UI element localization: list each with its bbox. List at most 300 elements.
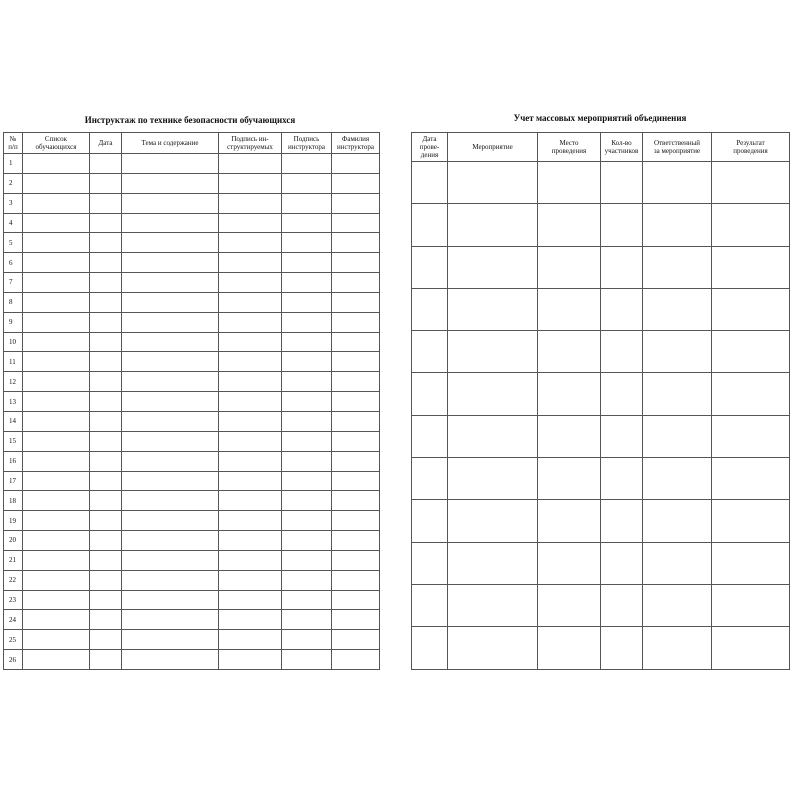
table-cell <box>23 273 90 293</box>
table-cell <box>332 471 380 491</box>
row-number: 20 <box>4 531 23 551</box>
table-cell <box>448 627 538 669</box>
table-row <box>412 542 790 584</box>
table-cell <box>448 204 538 246</box>
row-number: 3 <box>4 193 23 213</box>
table-cell <box>90 531 122 551</box>
table-cell <box>282 332 332 352</box>
table-cell <box>332 610 380 630</box>
row-number: 11 <box>4 352 23 372</box>
table-cell <box>643 584 712 626</box>
table-cell <box>282 233 332 253</box>
table-cell <box>412 584 448 626</box>
table-row <box>4 531 380 551</box>
table-cell <box>282 411 332 431</box>
table-cell <box>219 154 282 174</box>
row-number: 8 <box>4 292 23 312</box>
table-cell <box>538 331 601 373</box>
table-cell <box>219 372 282 392</box>
table-row <box>412 331 790 373</box>
table-cell <box>643 627 712 669</box>
table-cell <box>122 173 219 193</box>
table-cell <box>332 193 380 213</box>
table-cell <box>282 154 332 174</box>
table-cell <box>412 162 448 204</box>
table-cell <box>90 173 122 193</box>
table-row <box>412 627 790 669</box>
column-header: Дата <box>90 133 122 154</box>
table-cell <box>332 511 380 531</box>
table-cell <box>122 411 219 431</box>
table-cell <box>122 332 219 352</box>
table-cell <box>219 550 282 570</box>
table-cell <box>282 253 332 273</box>
table-row <box>412 500 790 542</box>
table-cell <box>90 550 122 570</box>
table-cell <box>219 431 282 451</box>
table-cell <box>23 372 90 392</box>
table-cell <box>332 312 380 332</box>
table-cell <box>282 431 332 451</box>
row-number: 18 <box>4 491 23 511</box>
row-number: 19 <box>4 511 23 531</box>
table-cell <box>643 162 712 204</box>
table-row <box>4 332 380 352</box>
table-cell <box>219 352 282 372</box>
table-cell <box>712 627 790 669</box>
table-cell <box>601 458 643 500</box>
table-row <box>4 511 380 531</box>
table-cell <box>219 233 282 253</box>
table-cell <box>219 411 282 431</box>
table-cell <box>122 610 219 630</box>
table-cell <box>122 550 219 570</box>
table-cell <box>219 471 282 491</box>
safety-briefing-title: Инструктаж по технике безопасности обучающихся <box>84 115 296 125</box>
table-cell <box>643 500 712 542</box>
table-cell <box>219 332 282 352</box>
table-cell <box>538 415 601 457</box>
mass-events-table <box>411 132 790 670</box>
table-cell <box>90 372 122 392</box>
table-cell <box>90 511 122 531</box>
table-cell <box>219 531 282 551</box>
table-cell <box>601 627 643 669</box>
table-row <box>4 491 380 511</box>
table-cell <box>219 590 282 610</box>
table-cell <box>90 411 122 431</box>
table-cell <box>712 542 790 584</box>
table-row <box>4 411 380 431</box>
column-header: Подпись ин- структируемых <box>219 133 282 154</box>
table-cell <box>332 154 380 174</box>
row-number: 24 <box>4 610 23 630</box>
column-header: Место проведения <box>538 133 601 162</box>
table-cell <box>282 273 332 293</box>
table-cell <box>448 162 538 204</box>
table-cell <box>643 246 712 288</box>
table-row <box>412 162 790 204</box>
table-cell <box>90 213 122 233</box>
table-cell <box>601 246 643 288</box>
table-cell <box>712 246 790 288</box>
table-cell <box>448 246 538 288</box>
table-cell <box>412 246 448 288</box>
table-cell <box>282 352 332 372</box>
table-cell <box>712 288 790 330</box>
table-cell <box>122 154 219 174</box>
table-cell <box>90 292 122 312</box>
column-header: Тема и содержание <box>122 133 219 154</box>
table-cell <box>332 273 380 293</box>
table-row <box>412 584 790 626</box>
table-cell <box>23 451 90 471</box>
table-header-row <box>412 133 790 162</box>
table-cell <box>282 491 332 511</box>
table-cell <box>122 372 219 392</box>
table-row <box>4 372 380 392</box>
table-cell <box>643 331 712 373</box>
table-cell <box>332 292 380 312</box>
table-cell <box>90 253 122 273</box>
table-cell <box>448 500 538 542</box>
table-cell <box>643 204 712 246</box>
table-row <box>412 204 790 246</box>
table-cell <box>712 373 790 415</box>
table-cell <box>643 542 712 584</box>
table-cell <box>219 610 282 630</box>
table-cell <box>712 415 790 457</box>
table-cell <box>282 292 332 312</box>
table-cell <box>23 213 90 233</box>
table-cell <box>412 288 448 330</box>
table-cell <box>282 213 332 233</box>
table-cell <box>332 332 380 352</box>
table-cell <box>122 531 219 551</box>
table-cell <box>23 233 90 253</box>
table-cell <box>219 312 282 332</box>
table-cell <box>282 471 332 491</box>
table-cell <box>538 542 601 584</box>
table-cell <box>282 173 332 193</box>
table-cell <box>282 650 332 670</box>
row-number: 22 <box>4 570 23 590</box>
table-header-row <box>4 133 380 154</box>
table-cell <box>412 627 448 669</box>
table-cell <box>90 630 122 650</box>
table-cell <box>643 288 712 330</box>
table-row <box>4 312 380 332</box>
table-cell <box>23 531 90 551</box>
table-cell <box>538 288 601 330</box>
table-cell <box>122 292 219 312</box>
table-cell <box>282 312 332 332</box>
table-cell <box>90 491 122 511</box>
row-number: 14 <box>4 411 23 431</box>
table-cell <box>23 312 90 332</box>
table-row <box>4 471 380 491</box>
table-row <box>4 352 380 372</box>
table-cell <box>332 253 380 273</box>
table-cell <box>643 373 712 415</box>
table-cell <box>219 491 282 511</box>
table-cell <box>23 292 90 312</box>
table-row <box>4 253 380 273</box>
table-cell <box>23 154 90 174</box>
table-cell <box>23 650 90 670</box>
row-number: 10 <box>4 332 23 352</box>
table-cell <box>601 288 643 330</box>
row-number: 7 <box>4 273 23 293</box>
table-cell <box>712 331 790 373</box>
table-row <box>4 392 380 412</box>
table-cell <box>122 193 219 213</box>
table-cell <box>122 392 219 412</box>
table-row <box>4 630 380 650</box>
table-row <box>412 246 790 288</box>
table-cell <box>23 392 90 412</box>
column-header: Ответственный за мероприятие <box>643 133 712 162</box>
table-cell <box>412 542 448 584</box>
row-number: 17 <box>4 471 23 491</box>
table-cell <box>412 331 448 373</box>
table-cell <box>90 451 122 471</box>
table-row <box>4 590 380 610</box>
table-cell <box>122 570 219 590</box>
table-cell <box>332 451 380 471</box>
table-row <box>4 273 380 293</box>
table-cell <box>219 570 282 590</box>
table-cell <box>23 610 90 630</box>
table-cell <box>219 292 282 312</box>
column-header: Список обучающихся <box>23 133 90 154</box>
table-cell <box>23 471 90 491</box>
table-cell <box>448 331 538 373</box>
table-cell <box>90 312 122 332</box>
mass-events-title: Учет массовых мероприятий объединения <box>513 113 687 123</box>
table-row <box>4 550 380 570</box>
table-cell <box>282 590 332 610</box>
table-cell <box>412 458 448 500</box>
table-cell <box>332 173 380 193</box>
table-cell <box>23 630 90 650</box>
table-cell <box>219 451 282 471</box>
table-cell <box>122 253 219 273</box>
column-header: Мероприятие <box>448 133 538 162</box>
table-cell <box>90 273 122 293</box>
table-cell <box>219 213 282 233</box>
table-row <box>4 193 380 213</box>
table-row <box>4 650 380 670</box>
table-cell <box>448 288 538 330</box>
table-cell <box>219 650 282 670</box>
row-number: 16 <box>4 451 23 471</box>
table-cell <box>601 542 643 584</box>
table-cell <box>122 233 219 253</box>
table-cell <box>712 500 790 542</box>
table-cell <box>538 458 601 500</box>
row-number: 4 <box>4 213 23 233</box>
table-cell <box>219 630 282 650</box>
table-cell <box>332 491 380 511</box>
table-cell <box>23 491 90 511</box>
table-cell <box>90 352 122 372</box>
row-number: 2 <box>4 173 23 193</box>
table-cell <box>282 570 332 590</box>
table-cell <box>90 570 122 590</box>
row-number: 13 <box>4 392 23 412</box>
table-cell <box>332 213 380 233</box>
column-header: Дата прове- дения <box>412 133 448 162</box>
table-cell <box>90 154 122 174</box>
safety-briefing-table <box>3 132 380 670</box>
row-number: 23 <box>4 590 23 610</box>
table-row <box>412 458 790 500</box>
table-cell <box>122 451 219 471</box>
table-cell <box>601 162 643 204</box>
table-cell <box>448 584 538 626</box>
row-number: 5 <box>4 233 23 253</box>
table-cell <box>282 630 332 650</box>
table-cell <box>601 584 643 626</box>
table-cell <box>282 372 332 392</box>
table-cell <box>332 550 380 570</box>
table-cell <box>601 204 643 246</box>
table-cell <box>23 590 90 610</box>
table-cell <box>601 331 643 373</box>
table-cell <box>90 431 122 451</box>
table-cell <box>23 550 90 570</box>
table-cell <box>23 173 90 193</box>
table-cell <box>332 590 380 610</box>
table-cell <box>332 411 380 431</box>
column-header: Подпись инструктора <box>282 133 332 154</box>
table-row <box>4 213 380 233</box>
table-cell <box>90 332 122 352</box>
table-cell <box>412 373 448 415</box>
row-number: 1 <box>4 154 23 174</box>
row-number: 12 <box>4 372 23 392</box>
table-cell <box>448 542 538 584</box>
table-cell <box>601 500 643 542</box>
table-cell <box>538 246 601 288</box>
table-cell <box>90 610 122 630</box>
table-cell <box>219 193 282 213</box>
table-cell <box>712 584 790 626</box>
table-cell <box>448 373 538 415</box>
table-row <box>4 233 380 253</box>
table-row <box>4 292 380 312</box>
table-row <box>4 173 380 193</box>
table-cell <box>122 352 219 372</box>
table-row <box>4 610 380 630</box>
table-cell <box>219 392 282 412</box>
table-cell <box>219 511 282 531</box>
table-cell <box>712 162 790 204</box>
table-cell <box>412 415 448 457</box>
table-cell <box>643 458 712 500</box>
row-number: 6 <box>4 253 23 273</box>
table-cell <box>332 630 380 650</box>
table-cell <box>412 204 448 246</box>
table-cell <box>90 590 122 610</box>
table-cell <box>332 570 380 590</box>
column-header: Результат проведения <box>712 133 790 162</box>
table-cell <box>332 352 380 372</box>
table-cell <box>712 458 790 500</box>
table-cell <box>122 471 219 491</box>
table-cell <box>23 332 90 352</box>
table-cell <box>538 162 601 204</box>
table-row <box>412 288 790 330</box>
table-cell <box>90 471 122 491</box>
table-cell <box>332 650 380 670</box>
table-cell <box>332 392 380 412</box>
table-cell <box>332 531 380 551</box>
table-row <box>4 570 380 590</box>
table-cell <box>122 590 219 610</box>
table-cell <box>538 373 601 415</box>
table-cell <box>712 204 790 246</box>
table-cell <box>122 273 219 293</box>
table-cell <box>538 627 601 669</box>
table-row <box>412 373 790 415</box>
table-cell <box>23 511 90 531</box>
table-cell <box>122 630 219 650</box>
table-cell <box>332 372 380 392</box>
table-cell <box>219 253 282 273</box>
row-number: 25 <box>4 630 23 650</box>
table-cell <box>282 451 332 471</box>
table-cell <box>282 193 332 213</box>
table-cell <box>282 610 332 630</box>
table-cell <box>23 352 90 372</box>
table-cell <box>23 253 90 273</box>
table-cell <box>448 415 538 457</box>
table-cell <box>219 273 282 293</box>
table-cell <box>90 193 122 213</box>
table-cell <box>23 570 90 590</box>
table-cell <box>282 511 332 531</box>
table-cell <box>122 213 219 233</box>
row-number: 15 <box>4 431 23 451</box>
table-cell <box>412 500 448 542</box>
table-cell <box>332 233 380 253</box>
table-row <box>4 451 380 471</box>
table-cell <box>122 491 219 511</box>
table-cell <box>538 500 601 542</box>
column-header: Фамилия инструктора <box>332 133 380 154</box>
table-row <box>412 415 790 457</box>
table-cell <box>332 431 380 451</box>
table-cell <box>601 415 643 457</box>
table-cell <box>23 431 90 451</box>
table-cell <box>122 431 219 451</box>
table-cell <box>282 550 332 570</box>
column-header: № п/п <box>4 133 23 154</box>
row-number: 9 <box>4 312 23 332</box>
row-number: 21 <box>4 550 23 570</box>
table-cell <box>23 411 90 431</box>
table-cell <box>282 392 332 412</box>
table-cell <box>122 312 219 332</box>
table-cell <box>90 650 122 670</box>
table-cell <box>23 193 90 213</box>
row-number: 26 <box>4 650 23 670</box>
table-cell <box>538 584 601 626</box>
table-cell <box>122 511 219 531</box>
table-cell <box>643 415 712 457</box>
